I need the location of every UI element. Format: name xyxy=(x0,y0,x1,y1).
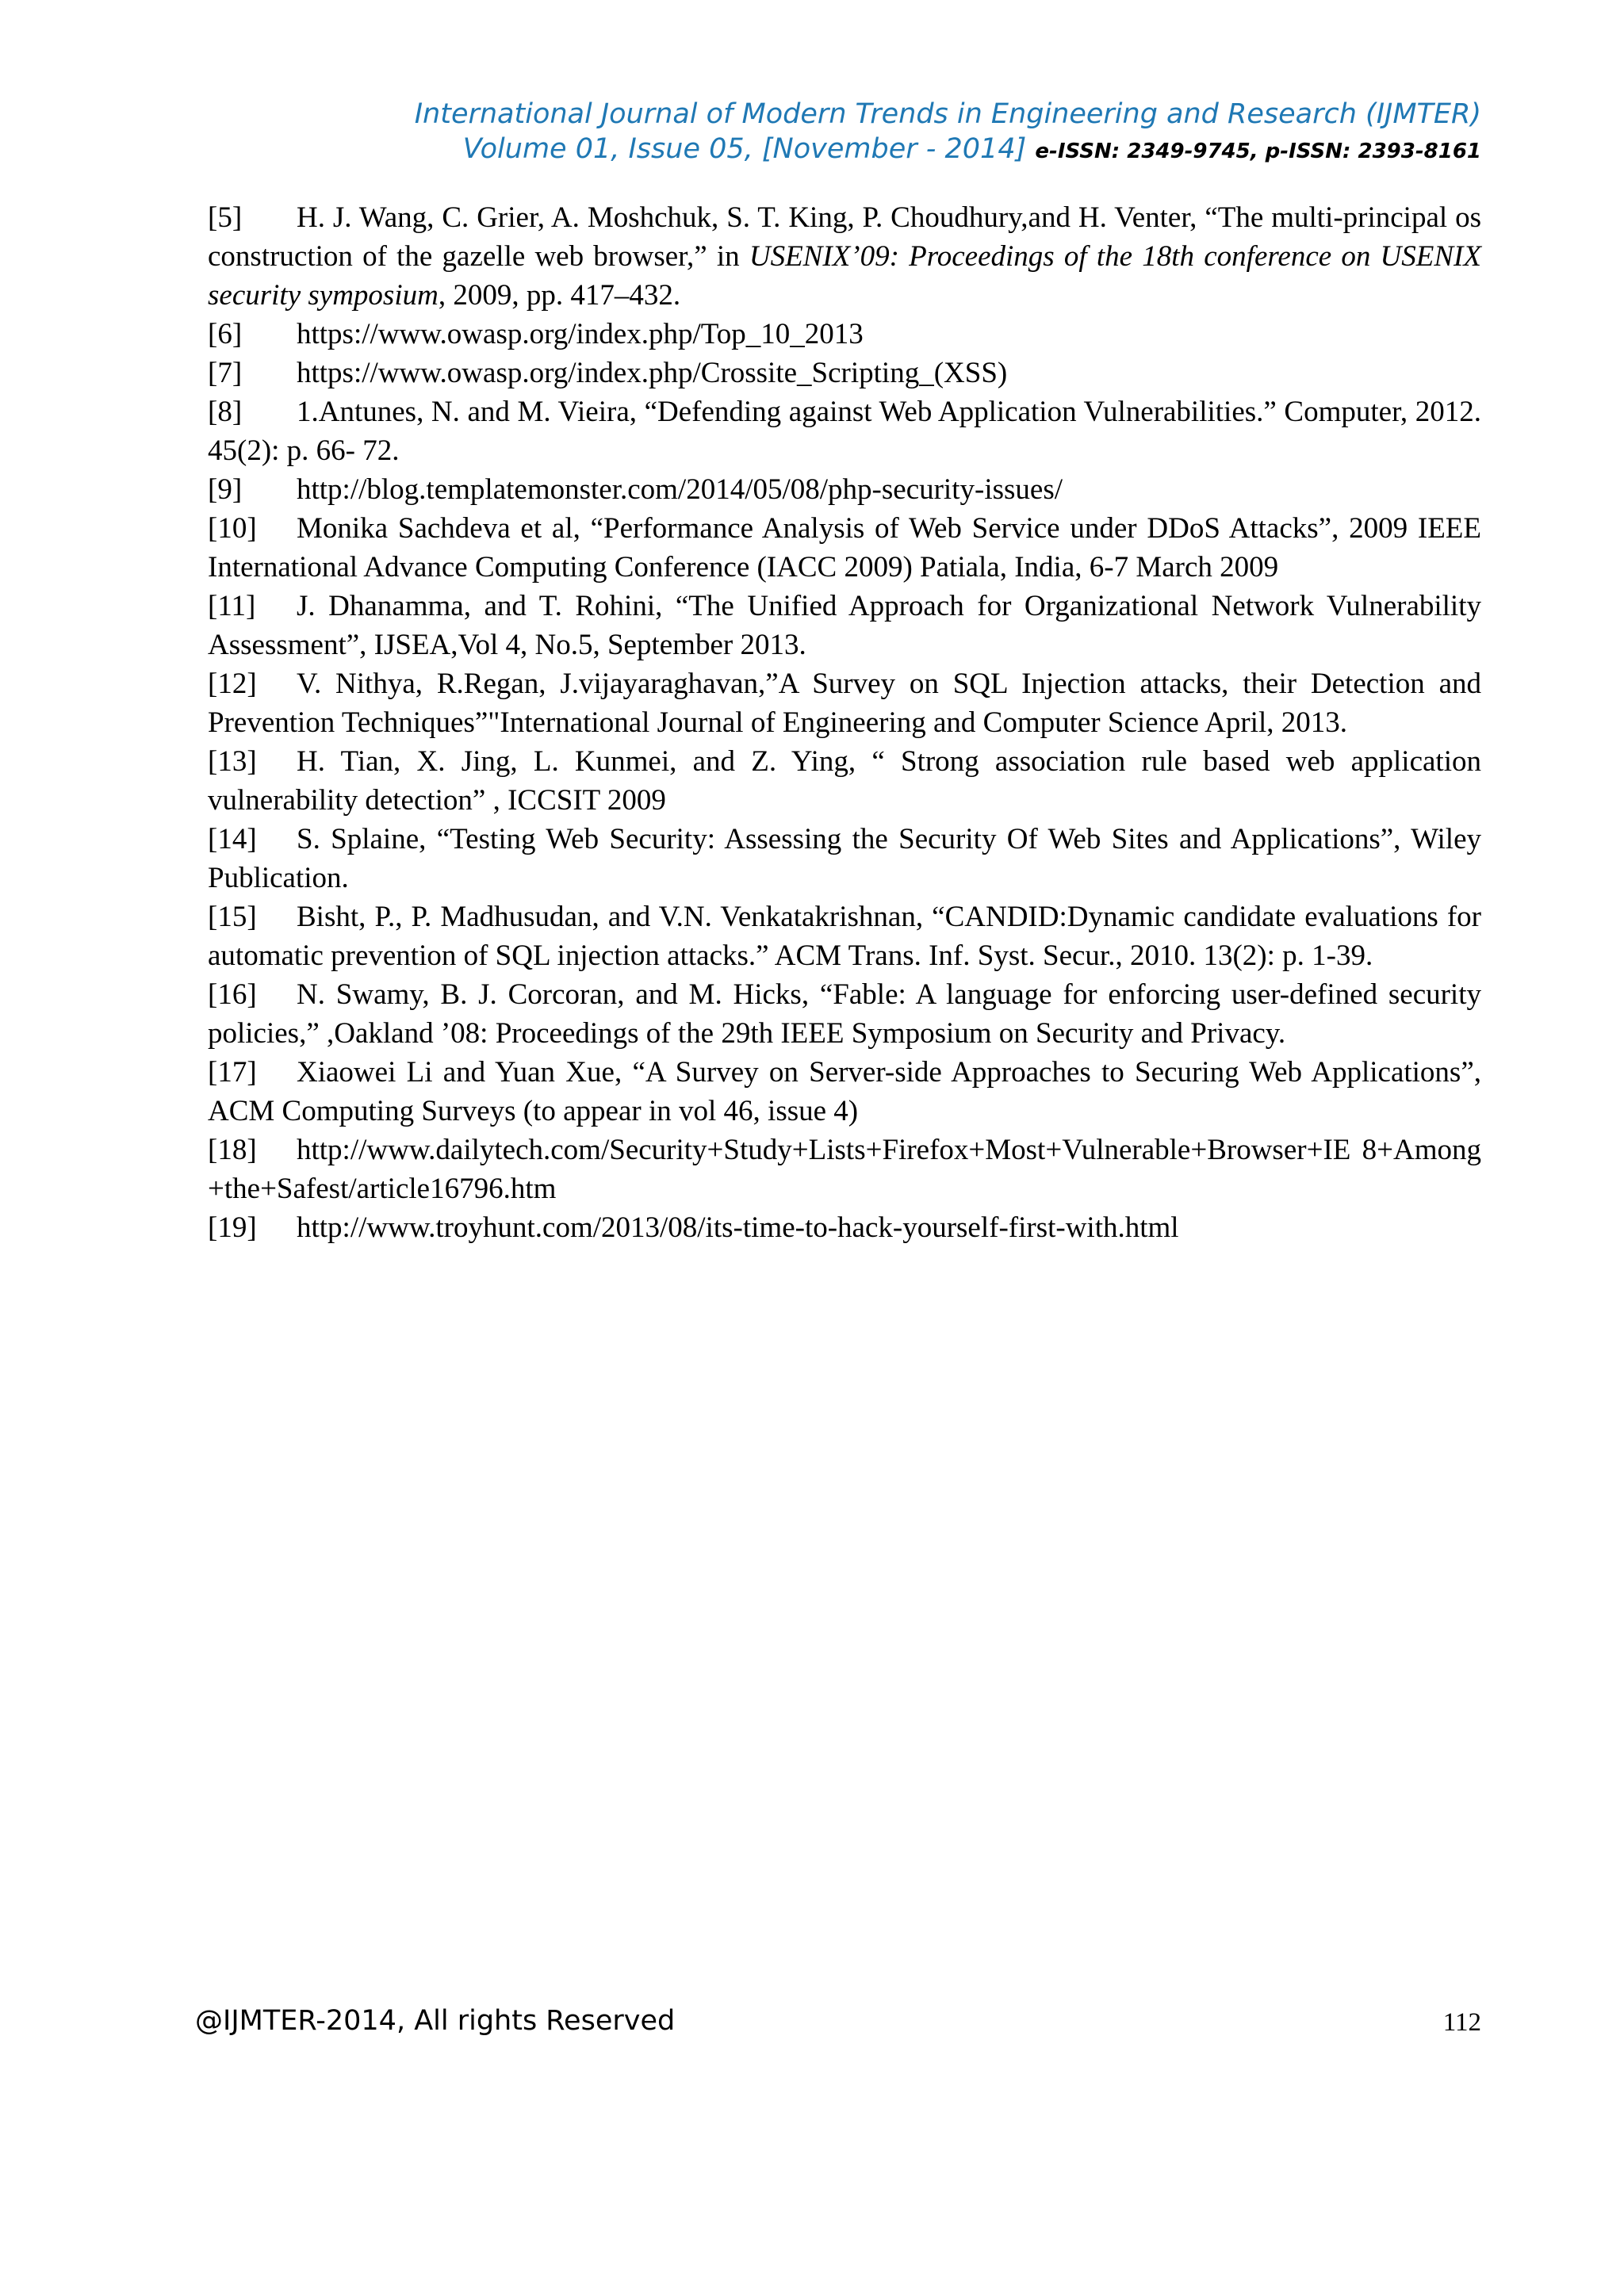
reference-text: V. Nithya, R.Regan, J.vijayaraghavan,”A Survey on SQL Injection attacks, their Detection and Prevention Techniques”"International Journal of Engineering and Computer Science April, 2013. xyxy=(208,668,1481,739)
reference-item xyxy=(208,587,1481,664)
copyright-notice: @IJMTER-2014, All rights Reserved xyxy=(195,2005,676,2037)
reference-text: H. J. Wang, C. Grier, A. Moshchuk, S. T. King, P. Choudhury,and H. Venter, “The multi-principal os construction of the gazelle web browser,” in xyxy=(208,201,1481,273)
reference-text-tail: , 2009, pp. 417–432. xyxy=(438,279,681,312)
reference-number: [17] xyxy=(208,1056,257,1089)
reference-item xyxy=(208,354,1481,392)
reference-number: [5] xyxy=(208,201,243,234)
reference-url[interactable]: https://www.owasp.org/index.php/Top_10_2013 xyxy=(297,318,864,350)
reference-item xyxy=(208,1053,1481,1131)
reference-number: [10] xyxy=(208,512,257,545)
reference-url[interactable]: https://www.owasp.org/index.php/Crossite_Scripting_(XSS) xyxy=(297,357,1008,389)
reference-number: [13] xyxy=(208,745,257,778)
reference-url[interactable]: http://blog.templatemonster.com/2014/05/08/php-security-issues/ xyxy=(297,473,1063,506)
reference-text: 1.Antunes, N. and M. Vieira, “Defending against Web Application Vulnerabilities.” Computer, 2012. 45(2): p. 66- 72. xyxy=(208,396,1481,467)
page-number: 112 xyxy=(1442,2008,1481,2037)
page-footer xyxy=(195,2001,1481,2041)
reference-list xyxy=(208,198,1481,1247)
reference-item xyxy=(208,897,1481,975)
reference-number: [11] xyxy=(208,590,256,622)
reference-item xyxy=(208,742,1481,820)
reference-text: S. Splaine, “Testing Web Security: Assessing the Security Of Web Sites and Applications”, Wiley Publication. xyxy=(208,823,1481,894)
reference-venue: USENIX’09: Proceedings of the 18th conference on USENIX security symposium xyxy=(208,240,1481,312)
reference-item xyxy=(208,820,1481,897)
reference-item xyxy=(208,470,1481,509)
reference-number: [12] xyxy=(208,668,257,700)
reference-item xyxy=(208,664,1481,742)
reference-text: Bisht, P., P. Madhusudan, and V.N. Venkatakrishnan, “CANDID:Dynamic candidate evaluations for automatic prevention of SQL injection attacks.” ACM Trans. Inf. Syst. Secur., 2010. 13(2): p. 1-39. xyxy=(208,901,1481,972)
reference-number: [15] xyxy=(208,901,257,933)
volume-line xyxy=(206,132,1481,169)
reference-number: [6] xyxy=(208,318,243,350)
reference-item xyxy=(208,1131,1481,1208)
reference-item xyxy=(208,509,1481,587)
reference-item xyxy=(208,198,1481,315)
reference-number: [14] xyxy=(208,823,257,855)
reference-text: N. Swamy, B. J. Corcoran, and M. Hicks, “Fable: A language for enforcing user-defined security policies,” ,Oakland ’08: Proceedings of the 29th IEEE Symposium on Security and Privacy. xyxy=(208,978,1481,1050)
journal-title: International Journal of Modern Trends in Engineering and Research (IJMTER) xyxy=(414,98,1481,130)
reference-number: [19] xyxy=(208,1211,257,1244)
reference-text: Monika Sachdeva et al, “Performance Analysis of Web Service under DDoS Attacks”, 2009 IEEE International Advance Computing Conference (IACC 2009) Patiala, India, 6-7 March 2009 xyxy=(208,512,1481,584)
running-header xyxy=(206,97,1481,169)
reference-number: [16] xyxy=(208,978,257,1011)
issn: e-ISSN: 2349-9745, p-ISSN: 2393-8161 xyxy=(1035,140,1481,163)
reference-number: [7] xyxy=(208,357,243,389)
reference-number: [18] xyxy=(208,1134,257,1166)
reference-text: J. Dhanamma, and T. Rohini, “The Unified Approach for Organizational Network Vulnerability Assessment”, IJSEA,Vol 4, No.5, September 2013. xyxy=(208,590,1481,661)
reference-item xyxy=(208,315,1481,354)
reference-item xyxy=(208,975,1481,1053)
reference-url[interactable]: http://www.dailytech.com/Security+Study+Lists+Firefox+Most+Vulnerable+Browser+IE 8+Among+the+Safest/article16796.htm xyxy=(208,1134,1481,1205)
reference-item xyxy=(208,392,1481,470)
reference-url[interactable]: http://www.troyhunt.com/2013/08/its-time-to-hack-yourself-first-with.html xyxy=(297,1211,1179,1244)
reference-number: [8] xyxy=(208,396,243,428)
reference-text: Xiaowei Li and Yuan Xue, “A Survey on Server-side Approaches to Securing Web Applications”, ACM Computing Surveys (to appear in vol 46, issue 4) xyxy=(208,1056,1481,1127)
volume-issue: Volume 01, Issue 05, [November - 2014] xyxy=(462,133,1027,165)
reference-text: H. Tian, X. Jing, L. Kunmei, and Z. Ying, “ Strong association rule based web application vulnerability detection” , ICCSIT 2009 xyxy=(208,745,1481,817)
reference-number: [9] xyxy=(208,473,243,506)
reference-item xyxy=(208,1208,1481,1247)
